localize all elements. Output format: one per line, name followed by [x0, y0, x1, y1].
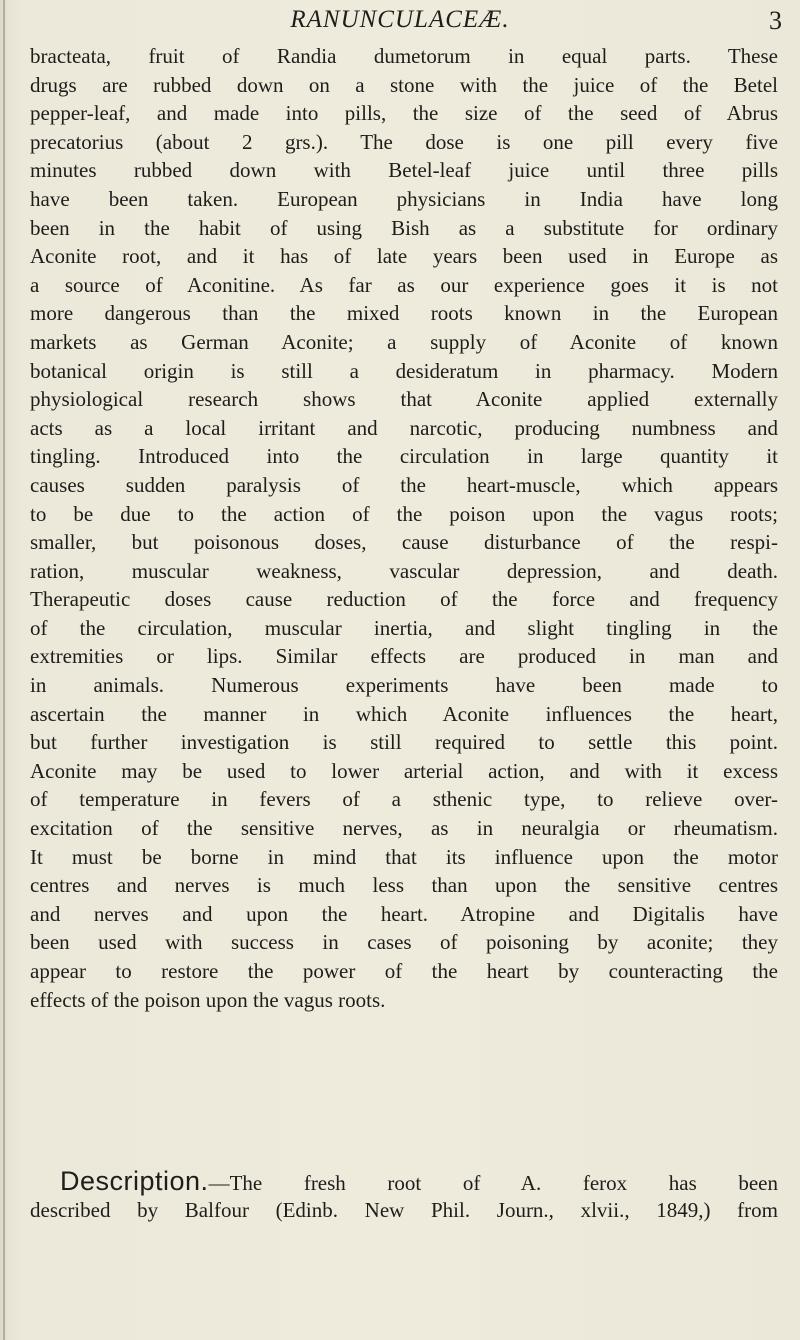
text-line: effects of the poison upon the vagus roots.: [30, 987, 386, 1012]
text-line: of the circulation, muscular inertia, and slight tingling in the: [30, 615, 778, 640]
text-line: more dangerous than the mixed roots known in the European: [30, 301, 778, 326]
text-line: been in the habit of using Bish as a substitute for ordinary: [30, 215, 778, 240]
text-line: of temperature in fevers of a sthenic type, to relieve over-: [30, 787, 778, 812]
text-line: but further investigation is still required to settle this point.: [30, 730, 778, 755]
text-line: ration, muscular weakness, vascular depression, and death.: [30, 558, 778, 583]
text-line: tingling. Introduced into the circulation in large quantity it: [30, 444, 778, 469]
text-line: Aconite root, and it has of late years been used in Europe as: [30, 244, 778, 269]
running-title: RANUNCULACEÆ.: [290, 6, 510, 33]
text-line: been used with success in cases of poisoning by aconite; they: [30, 930, 778, 955]
text-line: It must be borne in mind that its influence upon the motor: [30, 844, 778, 869]
text-line: drugs are rubbed down on a stone with the juice of the Betel: [30, 72, 778, 97]
text-line: extremities or lips. Similar effects are produced in man and: [30, 644, 778, 669]
text-line: precatorius (about 2 grs.). The dose is one pill every five: [30, 129, 778, 154]
running-head: [0, 6, 800, 42]
text-line: minutes rubbed down with Betel-leaf juice until three pills: [30, 158, 778, 183]
text-line: in animals. Numerous experiments have been made to: [30, 673, 778, 698]
text-line: markets as German Aconite; a supply of Aconite of known: [30, 329, 778, 354]
text-line: causes sudden paralysis of the heart-muscle, which appears: [30, 472, 778, 497]
page-gutter-edge: [3, 0, 5, 1340]
text-line: Aconite may be used to lower arterial action, and with it excess: [30, 758, 778, 783]
description-section: [10, 1167, 786, 1224]
description-line-rest: —The fresh root of A. ferox has been: [208, 1171, 778, 1195]
text-line: centres and nerves is much less than upon the sensitive centres: [30, 873, 778, 898]
description-second-line: described by Balfour (Edinb. New Phil. Journ., xlvii., 1849,) from: [30, 1197, 778, 1222]
text-line: a source of Aconitine. As far as our experience goes it is not: [30, 272, 778, 297]
text-line: Therapeutic doses cause reduction of the force and frequency: [30, 587, 778, 612]
description-first-line: [10, 1167, 786, 1196]
text-line: appear to restore the power of the heart by counteracting the: [30, 959, 778, 983]
text-line: bracteata, fruit of Randia dumetorum in equal parts. These: [30, 44, 778, 68]
page-number: 3: [769, 6, 782, 35]
text-line: and nerves and upon the heart. Atropine and Digitalis have: [30, 901, 778, 926]
text-line: botanical origin is still a desideratum in pharmacy. Modern: [30, 358, 778, 383]
text-line: have been taken. European physicians in India have long: [30, 186, 778, 211]
body-paragraph: [10, 42, 786, 1014]
text-line: acts as a local irritant and narcotic, producing numbness and: [30, 415, 778, 440]
description-heading: Description.: [60, 1166, 209, 1196]
text-line: pepper-leaf, and made into pills, the size of the seed of Abrus: [30, 101, 778, 126]
text-line: excitation of the sensitive nerves, as in neuralgia or rheumatism.: [30, 816, 778, 841]
text-line: physiological research shows that Aconite applied externally: [30, 387, 778, 412]
text-line: to be due to the action of the poison upon the vagus roots;: [30, 501, 778, 526]
text-line: smaller, but poisonous doses, cause disturbance of the respi-: [30, 530, 778, 555]
text-line: ascertain the manner in which Aconite influences the heart,: [30, 701, 778, 726]
